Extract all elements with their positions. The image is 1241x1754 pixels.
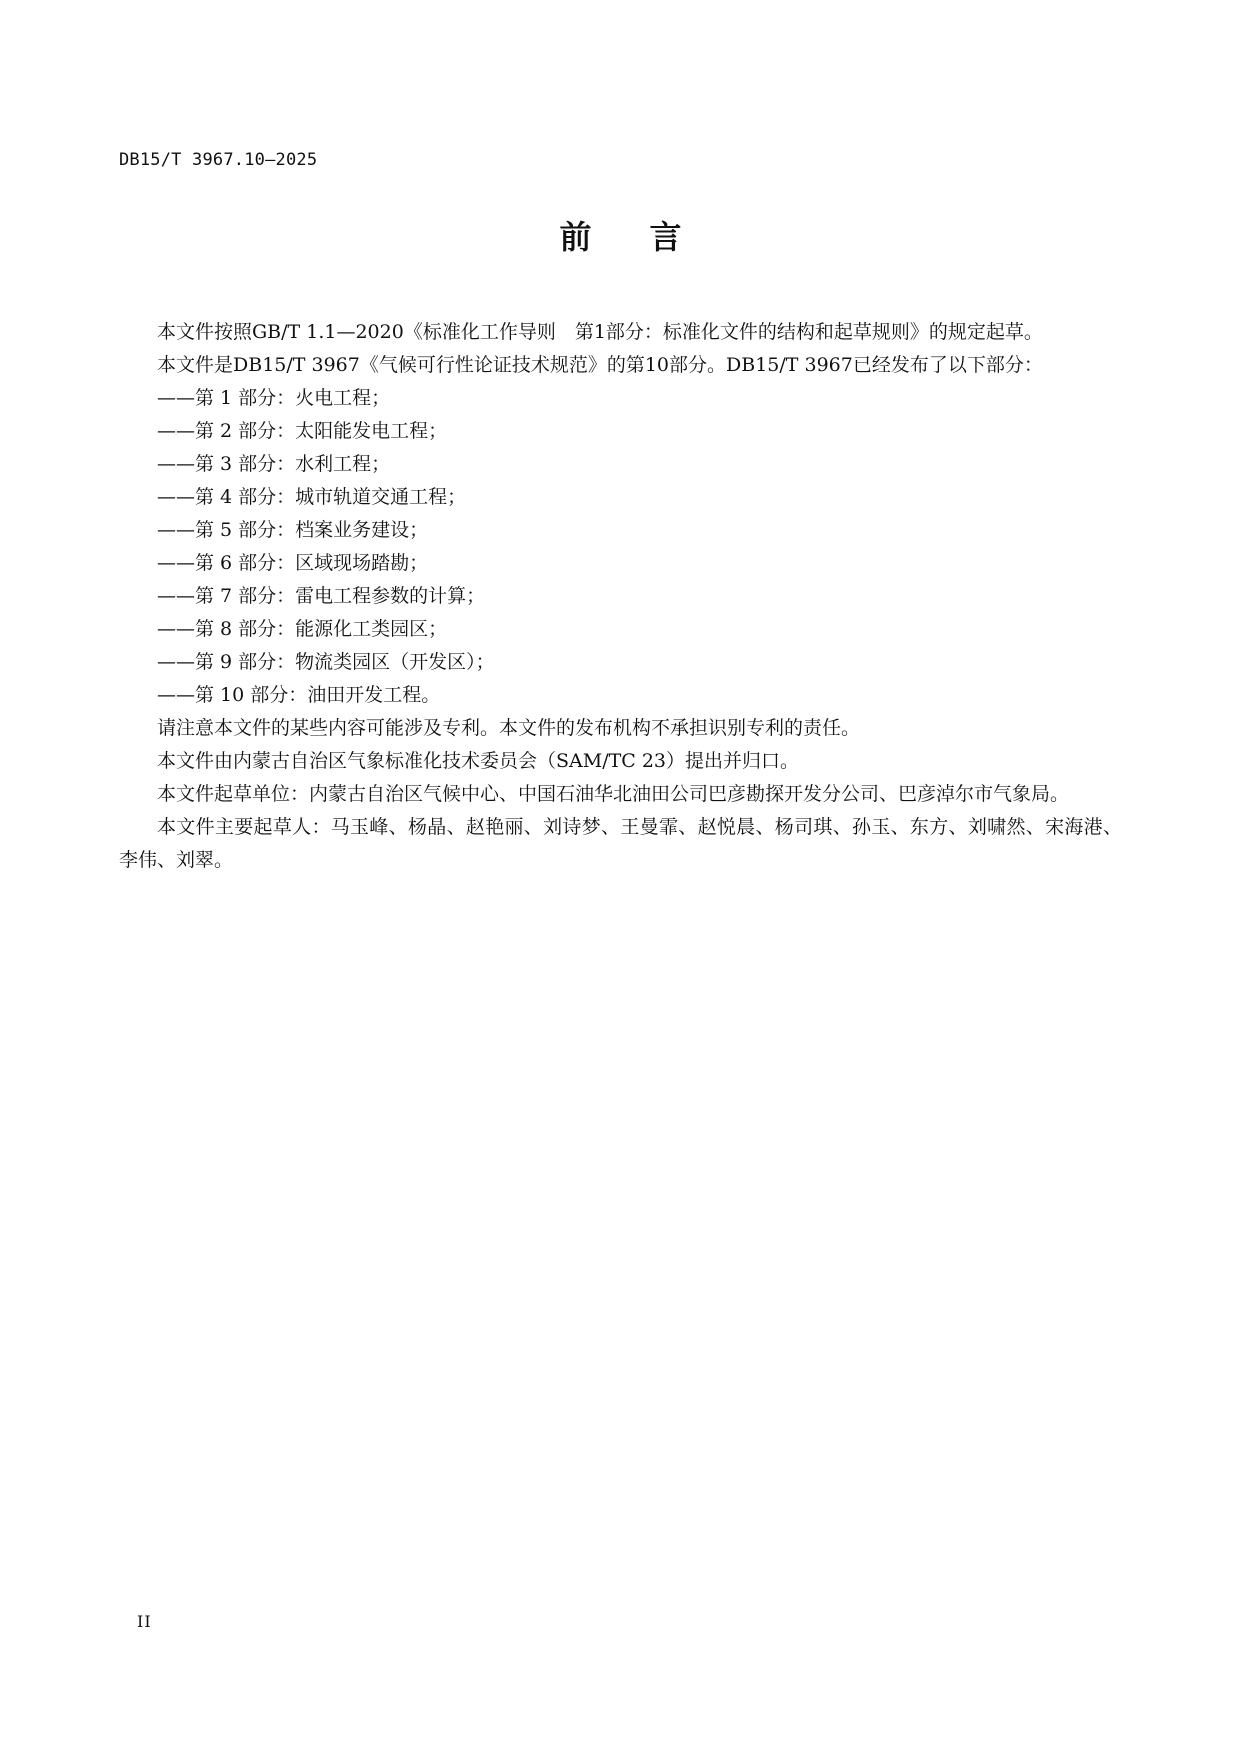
- paragraph-drafting-units: 本文件起草单位：内蒙古自治区气候中心、中国石油华北油田公司巴彦勘探开发分公司、巴彦淖尔市气象局。: [157, 783, 1070, 805]
- list-item: ——第 3 部分：水利工程；: [157, 453, 391, 475]
- list-item: ——第 9 部分：物流类园区（开发区）；: [157, 651, 495, 673]
- list-item: ——第 1 部分：火电工程；: [157, 387, 391, 409]
- foreword-body: [119, 316, 1122, 877]
- list-item: ——第 4 部分：城市轨道交通工程；: [157, 486, 467, 508]
- parts-list: [119, 382, 1122, 712]
- page-title: 前言: [559, 218, 740, 256]
- list-item: ——第 8 部分：能源化工类园区；: [157, 618, 448, 640]
- list-item: ——第 2 部分：太阳能发电工程；: [157, 420, 448, 442]
- page-number: II: [137, 1612, 152, 1631]
- document-number: DB15/T 3967.10—2025: [119, 150, 318, 170]
- paragraph-committee: 本文件由内蒙古自治区气象标准化技术委员会（SAM/TC 23）提出并归口。: [157, 750, 800, 772]
- paragraph-patent-notice: 请注意本文件的某些内容可能涉及专利。本文件的发布机构不承担识别专利的责任。: [157, 717, 861, 739]
- list-item: ——第 5 部分：档案业务建设；: [157, 519, 429, 541]
- list-item: ——第 6 部分：区域现场踏勘；: [157, 552, 429, 574]
- paragraph-drafters: 本文件主要起草人：马玉峰、杨晶、赵艳丽、刘诗梦、王曼霏、赵悦晨、杨司琪、孙玉、东方、刘啸然、宋海港、李伟、刘翠。: [119, 816, 1122, 871]
- paragraph-drafting-rules: 本文件按照GB/T 1.1—2020《标准化工作导则 第1部分：标准化文件的结构和起草规则》的规定起草。: [157, 321, 1043, 343]
- list-item: ——第 10 部分：油田开发工程。: [157, 684, 441, 706]
- paragraph-series-intro: 本文件是DB15/T 3967《气候可行性论证技术规范》的第10部分。DB15/T 3967已经发布了以下部分：: [157, 354, 1043, 376]
- list-item: ——第 7 部分：雷电工程参数的计算；: [157, 585, 486, 607]
